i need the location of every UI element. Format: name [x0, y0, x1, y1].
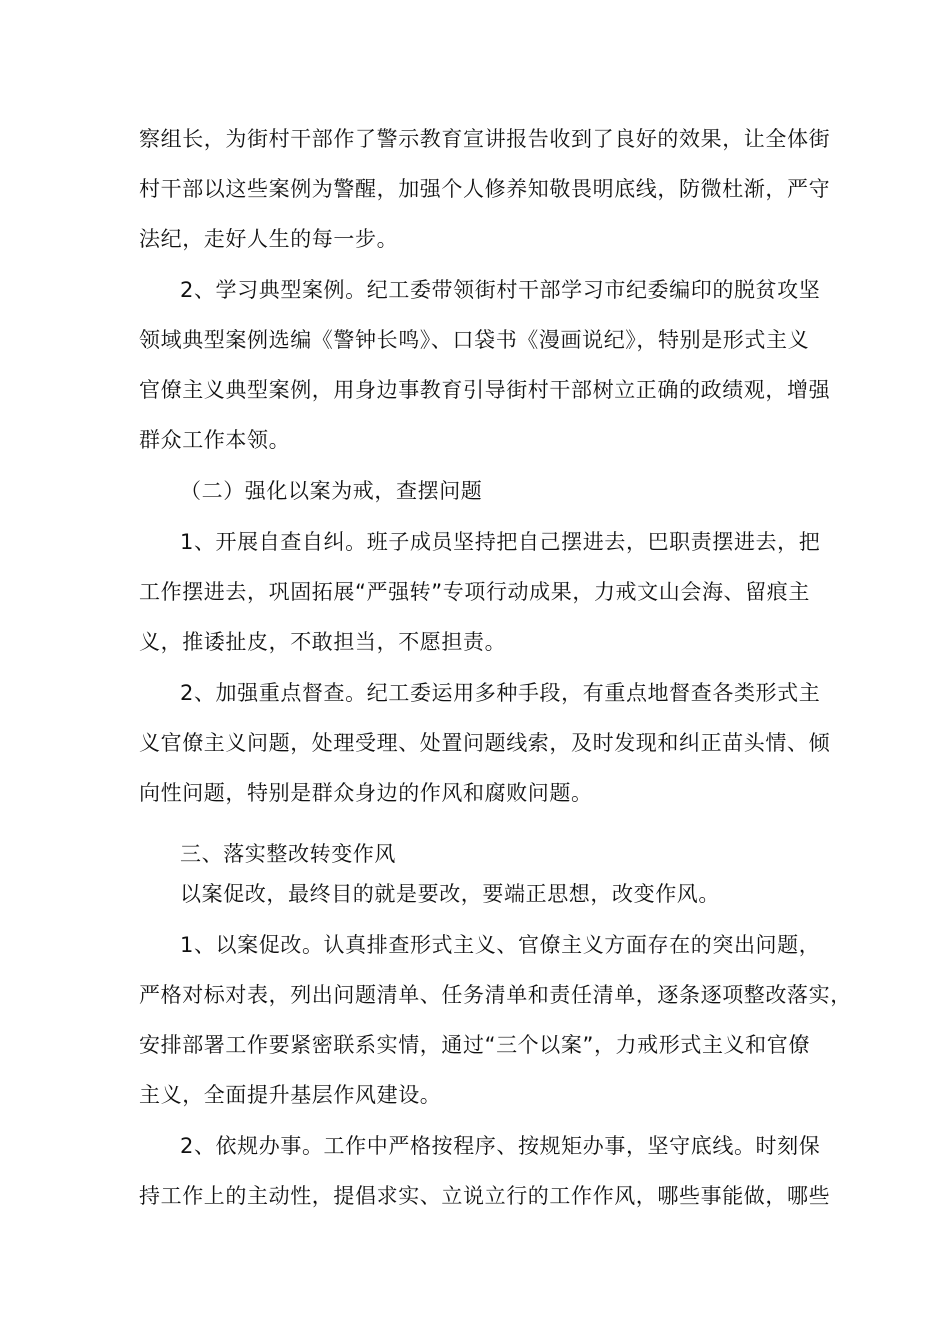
paragraph-line: 严格对标对表，列出问题清单、任务清单和责任清单，逐条逐项整改落实， — [139, 983, 852, 1007]
paragraph-line: 村干部以这些案例为警醒，加强个人修养知敬畏明底线，防微杜渐，严守 — [139, 177, 831, 201]
paragraph-line: 法纪，走好人生的每一步。 — [139, 227, 399, 251]
paragraph-line: 2、依规办事。工作中严格按程序、按规矩办事，坚守底线。时刻保 — [180, 1134, 821, 1158]
paragraph-line: 主义，全面提升基层作风建设。 — [139, 1083, 442, 1107]
paragraph-line: 官僚主义典型案例，用身边事教育引导街村干部树立正确的政绩观，增强 — [139, 378, 831, 402]
paragraph-line: 义，推诿扯皮，不敢担当，不愿担责。 — [139, 630, 507, 654]
section-heading: 三、落实整改转变作风 — [180, 842, 396, 866]
paragraph-line: 工作摆进去，巩固拓展“严强转”专项行动成果，力戒文山会海、留痕主 — [139, 580, 810, 604]
paragraph-line: 1、开展自查自纠。班子成员坚持把自己摆进去，巴职责摆进去，把 — [180, 530, 821, 554]
paragraph-line: 义官僚主义问题，处理受理、处置问题线索，及时发现和纠正苗头情、倾 — [139, 731, 831, 755]
paragraph-line: 持工作上的主动性，提倡求实、立说立行的工作作风，哪些事能做，哪些 — [139, 1184, 831, 1208]
paragraph-line: 2、学习典型案例。纪工委带领街村干部学习市纪委编印的脱贫攻坚 — [180, 278, 821, 302]
paragraph-line: 安排部署工作要紧密联系实情，通过“三个以案”，力戒形式主义和官僚 — [139, 1033, 810, 1057]
section-heading: （二）强化以案为戒，查摆问题 — [180, 479, 483, 503]
paragraph-line: 群众工作本领。 — [139, 428, 291, 452]
paragraph-line: 向性问题，特别是群众身边的作风和腐败问题。 — [139, 781, 593, 805]
paragraph-line: 领域典型案例选编《警钟长鸣》、口袋书《漫画说纪》，特别是形式主义 — [139, 328, 810, 352]
paragraph-line: 1、以案促改。认真排查形式主义、官僚主义方面存在的突出问题， — [180, 933, 821, 957]
paragraph-line: 以案促改，最终目的就是要改，要端正思想，改变作风。 — [180, 882, 720, 906]
paragraph-line: 察组长，为街村干部作了警示教育宣讲报告收到了良好的效果，让全体街 — [139, 127, 831, 151]
paragraph-line: 2、加强重点督查。纪工委运用多种手段，有重点地督查各类形式主 — [180, 681, 821, 705]
